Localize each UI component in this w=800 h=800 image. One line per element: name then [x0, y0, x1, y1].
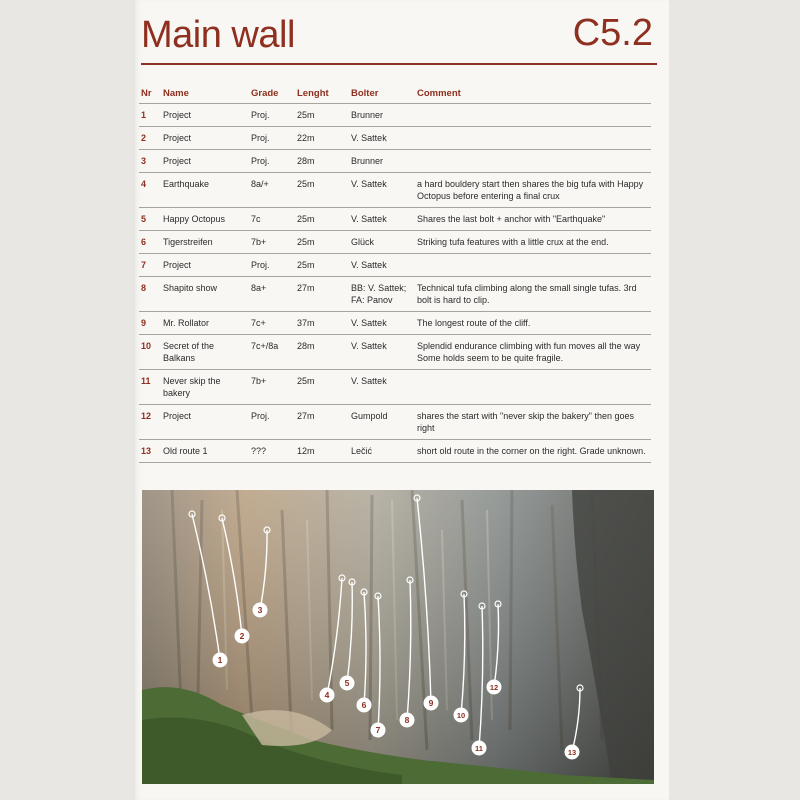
table-row — [139, 208, 651, 231]
route-number: 7 — [139, 254, 161, 277]
route-number: 9 — [139, 312, 161, 335]
table-row — [139, 312, 651, 335]
route-number: 8 — [139, 277, 161, 312]
route-grade: 7c+/8a — [249, 335, 295, 370]
route-marker-label: 10 — [456, 711, 466, 720]
table-row — [139, 405, 651, 440]
route-number: 11 — [139, 370, 161, 405]
route-comment: shares the start with "never skip the bakery" then goes right — [415, 405, 651, 440]
route-marker-label: 9 — [428, 698, 434, 708]
route-length: 25m — [295, 254, 349, 277]
table-row — [139, 127, 651, 150]
sector-code: C5.2 — [572, 12, 653, 54]
route-marker-7 — [371, 723, 386, 738]
route-grade: 8a+ — [249, 277, 295, 312]
route-comment: a hard bouldery start then shares the big tufa with Happy Octopus before entering a final crux — [415, 173, 651, 208]
route-bolter: V. Sattek — [349, 254, 415, 277]
route-bolter: V. Sattek — [349, 370, 415, 405]
table-row — [139, 231, 651, 254]
column-header-name: Name — [161, 86, 249, 104]
cliff-photo-topo — [142, 490, 654, 784]
route-bolter: V. Sattek — [349, 127, 415, 150]
route-marker-label: 5 — [344, 678, 350, 688]
route-grade: Proj. — [249, 127, 295, 150]
route-grade: Proj. — [249, 150, 295, 173]
route-length: 27m — [295, 277, 349, 312]
route-bolter: Glück — [349, 231, 415, 254]
route-marker-label: 13 — [567, 748, 577, 757]
route-length: 25m — [295, 231, 349, 254]
table-row — [139, 277, 651, 312]
column-header-comment: Comment — [415, 86, 651, 104]
route-bolter: Brunner — [349, 104, 415, 127]
routes-table — [139, 86, 651, 463]
route-name: Project — [161, 104, 249, 127]
route-bolter: V. Sattek — [349, 312, 415, 335]
route-number: 13 — [139, 440, 161, 463]
guidebook-page — [133, 0, 669, 800]
table-row — [139, 173, 651, 208]
route-comment — [415, 370, 651, 405]
route-name: Project — [161, 150, 249, 173]
route-marker-label: 3 — [257, 605, 263, 615]
route-marker-label: 2 — [239, 631, 245, 641]
route-name: Old route 1 — [161, 440, 249, 463]
route-bolter: Brunner — [349, 150, 415, 173]
route-marker-1 — [213, 653, 228, 668]
route-comment — [415, 254, 651, 277]
table-row — [139, 104, 651, 127]
cliff-photo-svg — [142, 490, 654, 784]
table-row — [139, 254, 651, 277]
route-length: 12m — [295, 440, 349, 463]
route-marker-label: 12 — [489, 683, 499, 692]
route-comment: The longest route of the cliff. — [415, 312, 651, 335]
route-number: 4 — [139, 173, 161, 208]
route-number: 1 — [139, 104, 161, 127]
title-divider — [141, 63, 657, 65]
route-number: 5 — [139, 208, 161, 231]
route-grade: 7c — [249, 208, 295, 231]
route-name: Tigerstreifen — [161, 231, 249, 254]
route-length: 25m — [295, 104, 349, 127]
route-number: 3 — [139, 150, 161, 173]
route-marker-label: 7 — [375, 725, 381, 735]
route-comment — [415, 150, 651, 173]
column-header-nr: Nr — [139, 86, 161, 104]
route-grade: 7c+ — [249, 312, 295, 335]
column-header-grade: Grade — [249, 86, 295, 104]
route-grade: Proj. — [249, 254, 295, 277]
route-comment: Shares the last bolt + anchor with "Earthquake" — [415, 208, 651, 231]
route-name: Project — [161, 127, 249, 150]
route-grade: Proj. — [249, 104, 295, 127]
route-comment: Technical tufa climbing along the small single tufas. 3rd bolt is hard to clip. — [415, 277, 651, 312]
route-bolter: Gumpold — [349, 405, 415, 440]
route-bolter: V. Sattek — [349, 335, 415, 370]
route-length: 25m — [295, 370, 349, 405]
route-marker-label: 1 — [217, 655, 223, 665]
route-bolter: Lečić — [349, 440, 415, 463]
table-row — [139, 335, 651, 370]
route-comment — [415, 104, 651, 127]
route-marker-8 — [400, 713, 415, 728]
route-marker-9 — [424, 696, 439, 711]
column-header-bolter: Bolter — [349, 86, 415, 104]
route-name: Secret of the Balkans — [161, 335, 249, 370]
route-name: Project — [161, 405, 249, 440]
route-name: Shapito show — [161, 277, 249, 312]
route-length: 28m — [295, 335, 349, 370]
route-grade: 7b+ — [249, 231, 295, 254]
route-length: 22m — [295, 127, 349, 150]
route-marker-3 — [253, 603, 268, 618]
route-marker-label: 8 — [404, 715, 410, 725]
route-comment: Striking tufa features with a little crux at the end. — [415, 231, 651, 254]
route-marker-label: 6 — [361, 700, 367, 710]
table-header-row — [139, 86, 651, 104]
route-marker-13 — [565, 745, 580, 760]
table-row — [139, 370, 651, 405]
route-marker-5 — [340, 676, 355, 691]
table-row — [139, 150, 651, 173]
route-name: Never skip the bakery — [161, 370, 249, 405]
route-grade: Proj. — [249, 405, 295, 440]
route-marker-2 — [235, 629, 250, 644]
route-marker-4 — [320, 688, 335, 703]
route-length: 28m — [295, 150, 349, 173]
route-length: 25m — [295, 208, 349, 231]
route-length: 27m — [295, 405, 349, 440]
route-marker-12 — [487, 680, 502, 695]
route-number: 2 — [139, 127, 161, 150]
page-title: Main wall — [141, 14, 295, 56]
route-name: Project — [161, 254, 249, 277]
route-bolter: BB: V. Sattek; FA: Panov — [349, 277, 415, 312]
route-number: 12 — [139, 405, 161, 440]
route-number: 10 — [139, 335, 161, 370]
route-grade: ??? — [249, 440, 295, 463]
route-grade: 7b+ — [249, 370, 295, 405]
route-marker-label: 4 — [324, 690, 330, 700]
route-comment: short old route in the corner on the right. Grade unknown. — [415, 440, 651, 463]
route-marker-11 — [472, 741, 487, 756]
route-marker-6 — [357, 698, 372, 713]
route-name: Happy Octopus — [161, 208, 249, 231]
route-comment: Splendid endurance climbing with fun moves all the way Some holds seem to be quite fragile. — [415, 335, 651, 370]
route-name: Earthquake — [161, 173, 249, 208]
route-grade: 8a/+ — [249, 173, 295, 208]
route-length: 37m — [295, 312, 349, 335]
route-marker-10 — [454, 708, 469, 723]
route-bolter: V. Sattek — [349, 208, 415, 231]
route-marker-label: 11 — [475, 744, 483, 753]
column-header-length: Lenght — [295, 86, 349, 104]
route-name: Mr. Rollator — [161, 312, 249, 335]
route-number: 6 — [139, 231, 161, 254]
route-bolter: V. Sattek — [349, 173, 415, 208]
route-comment — [415, 127, 651, 150]
table-row — [139, 440, 651, 463]
route-length: 25m — [295, 173, 349, 208]
